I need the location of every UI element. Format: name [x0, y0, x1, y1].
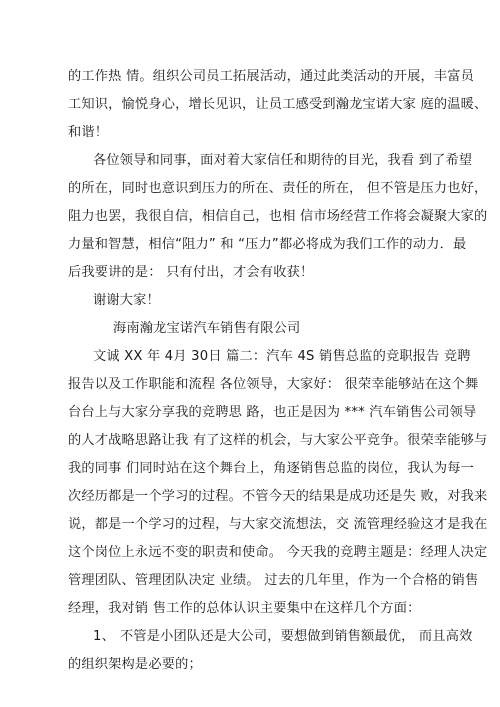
list-item-text: 不管是小团队还是大公司，要想做到销售额最优， 而且高效	[120, 629, 473, 644]
text-line: 力量和智慧，相信“阻力” 和 “压力”都必将成为我们工作的动力．最	[68, 237, 467, 252]
text-line: 的人才战略思路让我 有了这样的机会，与大家公平竞争。很荣幸能够与	[68, 433, 488, 448]
text-line: 台台上与大家分享我的竞聘思 路，也正是因为 *** 汽车销售公司领导	[68, 405, 477, 420]
text-line: 这个岗位上永远不变的职责和使命。 今天我的竞聘主题是：经理人决定	[68, 545, 488, 560]
company-name: 海南瀚龙宝诺汽车销售有限公司	[113, 321, 301, 336]
paragraph-first-line: 文诚 XX 年 4月 30日 篇二：汽车 4S 销售总监的竞职报告 竞聘	[93, 349, 471, 364]
text-line: 的组织架构是必要的；	[68, 657, 202, 672]
text-line: 说，都是一个学习的过程，与大家交流想法，交 流管理经验这才是我在	[68, 517, 488, 532]
text-line: 工知识，愉悦身心，增长见识，让员工感受到瀚龙宝诺大家 庭的温暖、	[68, 97, 488, 112]
text-line: 报告以及工作职能和流程 各位领导，大家好： 很荣幸能够站在这个舞	[68, 377, 479, 392]
closing-line: 谢谢大家！	[93, 293, 160, 308]
text-line: 我的同事 们同时站在这个舞台上，角逐销售总监的岗位，我认为每一	[68, 461, 475, 476]
list-item-number: 1、	[93, 629, 115, 644]
text-line: 阻力也罢，我很自信，相信自己，也相 信市场经营工作将会凝聚大家的	[68, 209, 488, 224]
text-line: 次经历都是一个学习的过程。不管今天的结果是成功还是失 败，对我来	[68, 489, 488, 504]
text-line: 经理，我对销 售工作的总体认识主要集中在这样几个方面：	[68, 601, 421, 616]
text-line: 和谐！	[68, 125, 109, 140]
text-line: 管理团队、管理团队决定 业绩。 过去的几年里，作为一个合格的销售	[68, 573, 479, 588]
text-line: 的工作热 情。组织公司员工拓展活动，通过此类活动的开展，丰富员	[68, 69, 475, 84]
paragraph-first-line: 各位领导和同事，面对着大家信任和期待的目光，我看 到了希望	[93, 153, 473, 168]
text-line: 的所在，同时也意识到压力的所在、责任的所在， 但不管是压力也好，	[68, 181, 488, 196]
text-line: 后我要讲的是： 只有付出，才会有收获！	[68, 265, 314, 280]
